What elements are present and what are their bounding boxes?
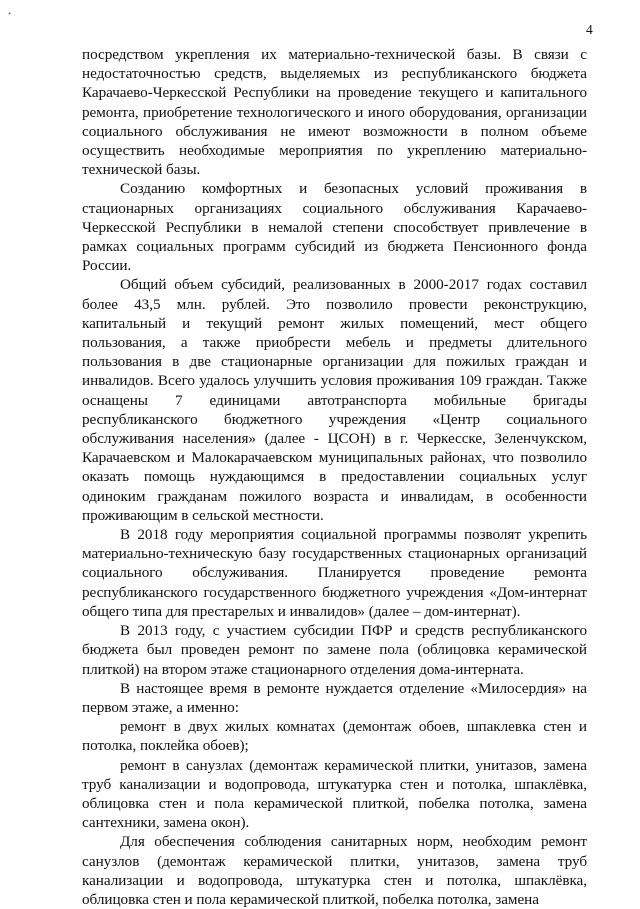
paragraph-9: Для обеспечения соблюдения санитарных норм, необходим ремонт санузлов (демонтаж керамической плитки, унитазов, замена труб канализации и водопровода, штукатурка стен и потолка, шпаклёвка, облицовка стен и пола керамической плиткой, побелка потолка, замена <box>82 833 587 908</box>
paragraph-4: В 2018 году мероприятия социальной программы позволят укрепить материально-техническую базу государственных стационарных организаций социального обслуживания. Планируется проведение ремонта республиканского государственного бюджетного учреждения «Дом-интернат общего типа для престарелых и инвалидов» (далее – дом-интернат). <box>82 526 587 620</box>
paragraph-6: В настоящее время в ремонте нуждается отделение «Милосердия» на первом этаже, а именно: <box>82 679 587 716</box>
paragraph-8: ремонт в санузлах (демонтаж керамической плитки, унитазов, замена труб канализации и водопровода, штукатурка стен и потолка, шпаклёвка, облицовка стен и пола керамической плиткой, побелка потолка, замена сантехники, замена окон). <box>82 756 587 832</box>
paragraph-1: посредством укрепления их материально-технической базы. В связи с недостаточностью средств, выделяемых из республиканского бюджета Карачаево-Черкесской Республики на проведение текущего и капитального ремонта, приобретение технологического и иного оборудования, организации социального обслуживания не имеют возможности в полном объеме осуществить необходимые мероприятия по укреплению материально-технической базы. <box>82 46 587 179</box>
margin-mark: ꞏ <box>8 9 12 20</box>
paragraph-7: ремонт в двух жилых комнатах (демонтаж обоев, шпаклевка стен и потолка, поклейка обоев); <box>82 718 587 755</box>
page-number: 4 <box>586 22 593 37</box>
paragraph-2: Созданию комфортных и безопасных условий проживания в стационарных организациях социального обслуживания Карачаево-Черкесской Республики в немалой степени способствует привлечение в рамках социальных программ субсидий из бюджета Пенсионного фонда России. <box>82 180 587 275</box>
paragraph-5: В 2013 году, с участием субсидии ПФР и средств республиканского бюджета был проведен ремонт по замене пола (облицовка керамической плиткой) на втором этаже стационарного отделения дома-интерната. <box>82 622 587 678</box>
paragraph-3: Общий объем субсидий, реализованных в 2000-2017 годах составил более 43,5 млн. рублей. Это позволило провести реконструкцию, капитальный и текущий ремонт жилых помещений, мест общего пользования, а также приобрести мебель и предметы длительного пользования в две стационарные организации для пожилых граждан и инвалидов. Всего удалось улучшить условия проживания 109 граждан. Также оснащены 7 единицами автотранспорта мобильные бригады республиканского бюджетного учреждения «Центр социального обслуживания населения» (далее - ЦСОН) в г. Черкесске, Зеленчукском, Карачаевском и Малокарачаевском муниципальных районах, что позволило оказать помощь нуждающимся в предоставлении социальных услуг одиноким гражданам пожилого возраста и инвалидам, в особенности проживающим в сельской местности. <box>82 276 587 524</box>
document-body <box>82 45 587 909</box>
